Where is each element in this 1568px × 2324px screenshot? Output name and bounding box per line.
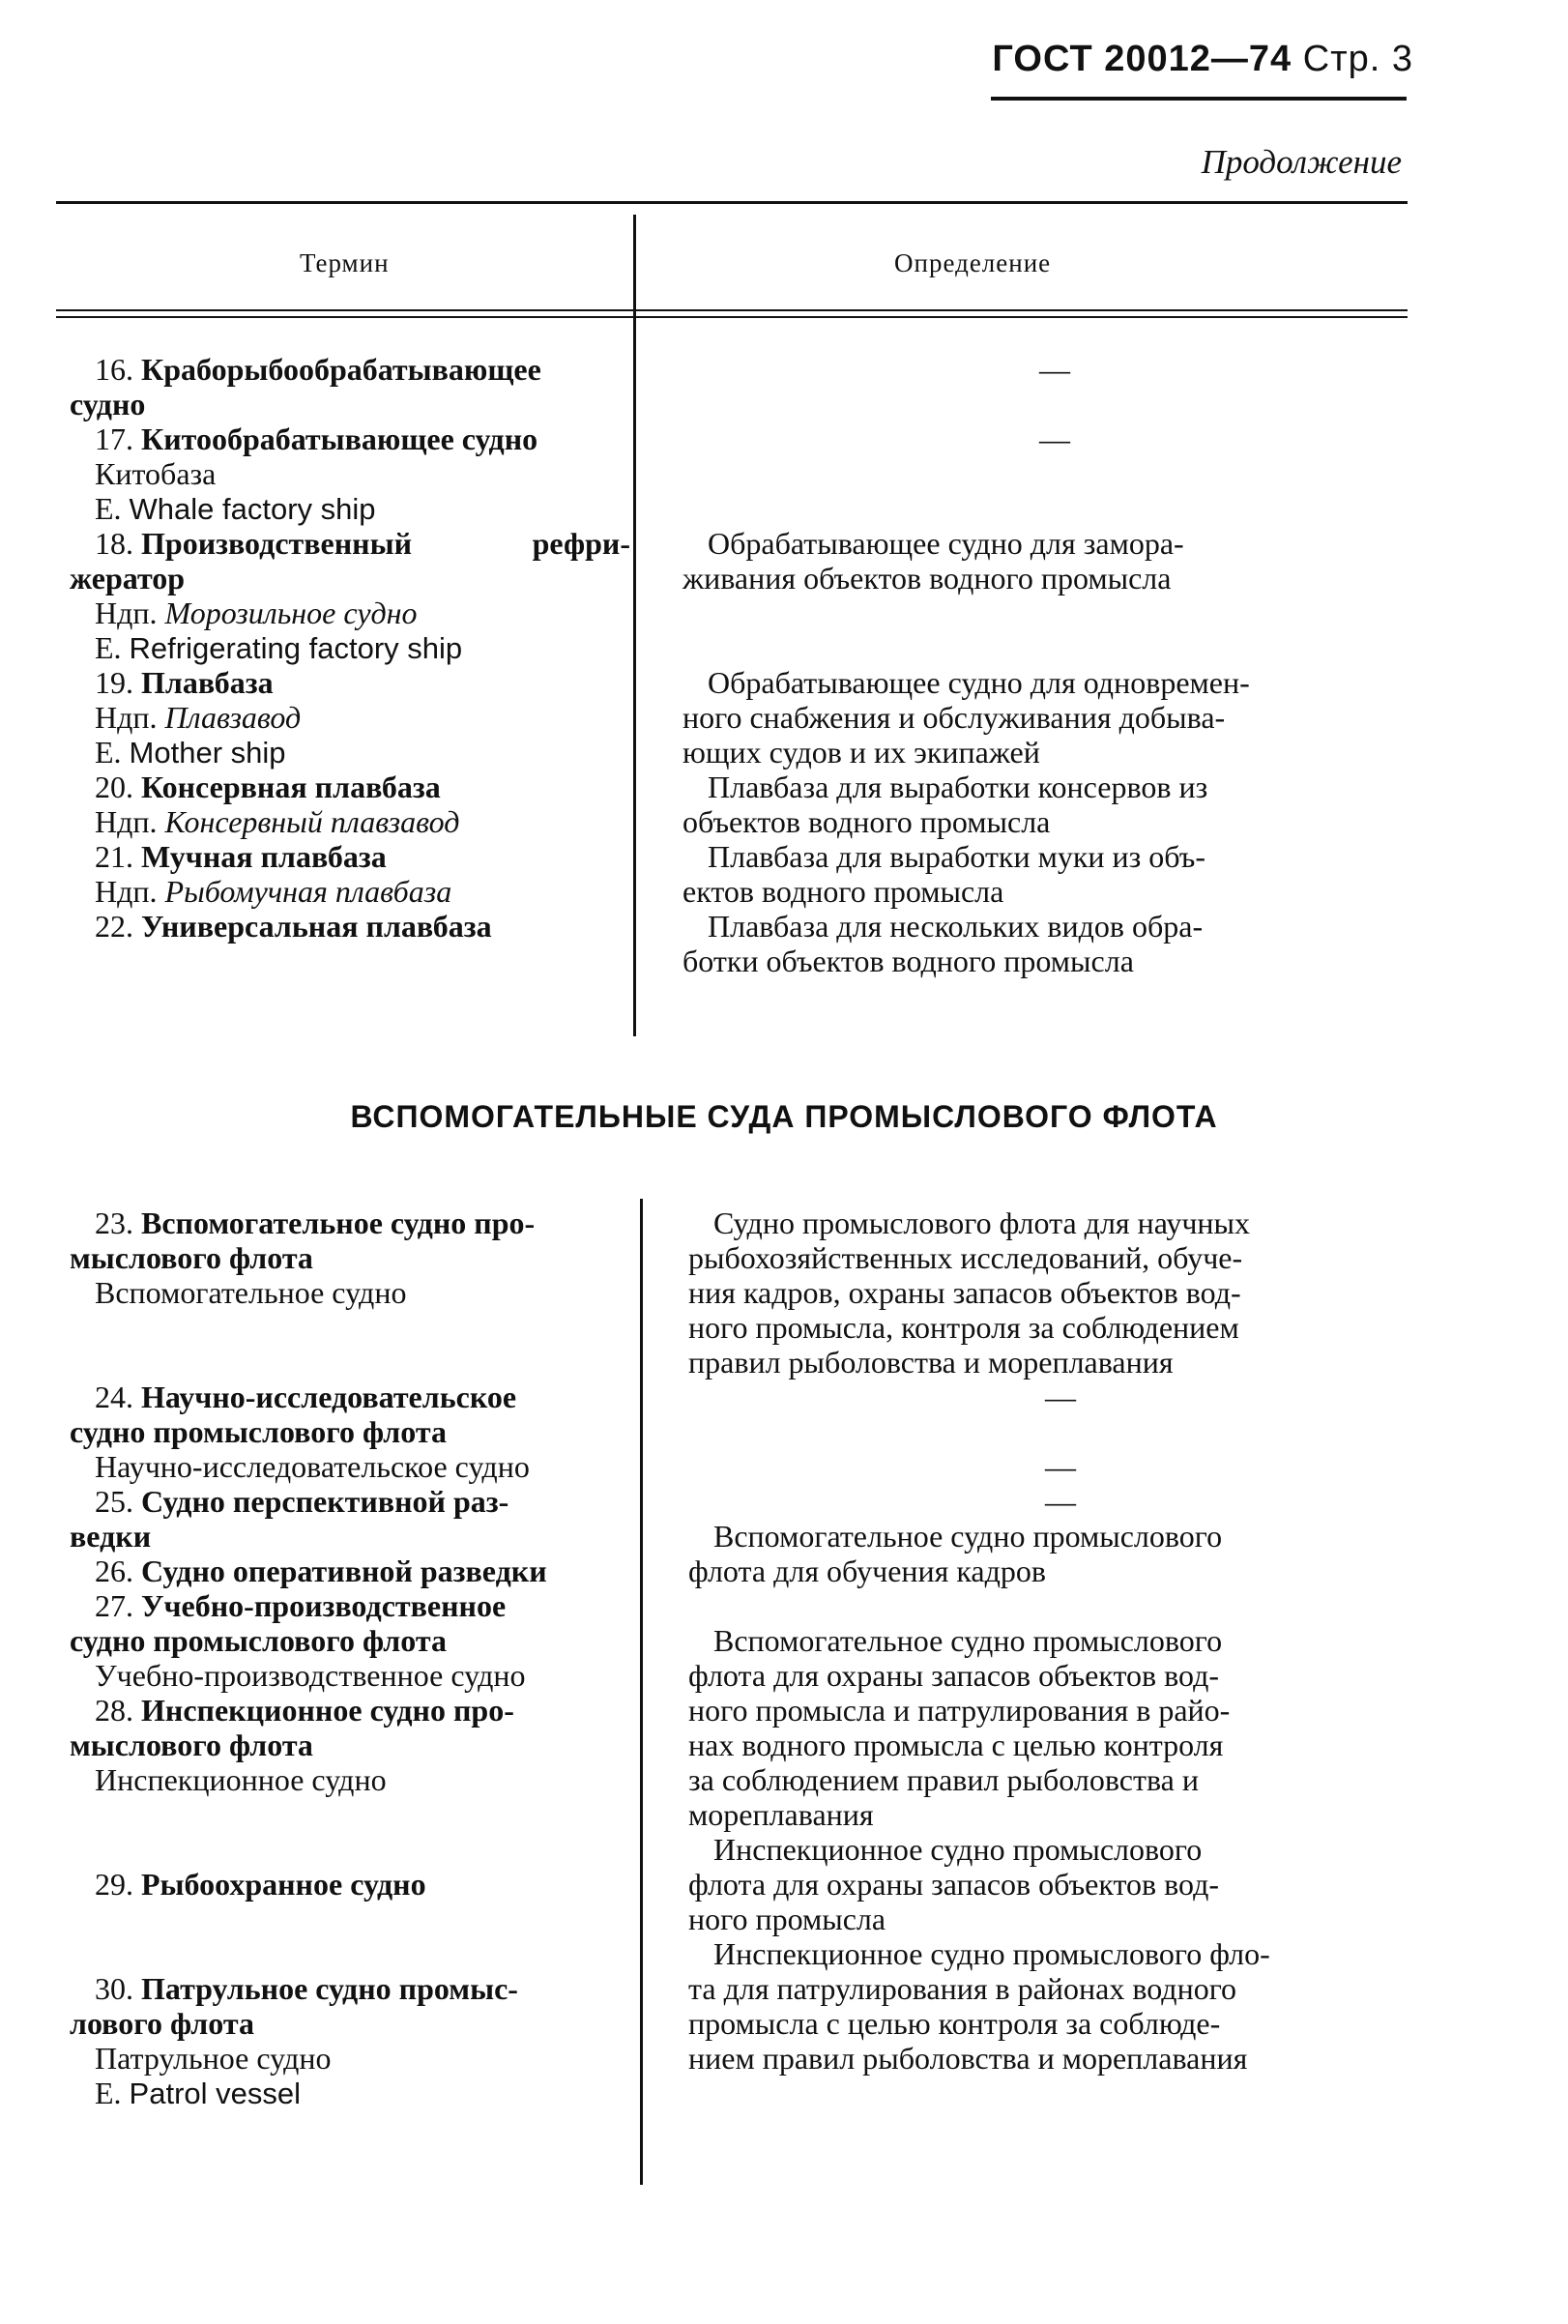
definition-20: Плавбаза для выработки консервов из объектов водного промысла [682, 770, 1208, 839]
term-entry-23: 23. Вспомогательное судно про- мыслового флота Вспомогательное судно [70, 1206, 536, 1310]
definition-24: — [1045, 1380, 1076, 1414]
definitions-column-2 [688, 1206, 1433, 2076]
page-number: Стр. 3 [1302, 39, 1413, 79]
definition-27: Вспомогательное судно промыслового флота для обучения кадров [688, 1519, 1223, 1588]
definition-29: Инспекционное судно промыслового флота для охраны запасов объектов вод- ного промысла [688, 1832, 1220, 1936]
term-entry-26: 26. Судно оперативной разведки [95, 1554, 547, 1588]
term-entry-22: 22. Универсальная плавбаза [95, 909, 492, 944]
terms-column-2 [70, 1206, 630, 2110]
term-entry-18: 18. Производственный рефри- жератор Ндп. Морозильное судно Е. Refrigerating factory ship [70, 526, 630, 665]
definition-25: — [1045, 1449, 1076, 1484]
definitions-column-1 [682, 352, 1427, 978]
definition-28: Вспомогательное судно промыслового флота для охраны запасов объектов вод- ного промысла и патрулирования в райо- нах водного промысла с целью контроля за соблюдением правил рыболовства и мореплавания [688, 1623, 1231, 1832]
definition-16: — [1039, 352, 1070, 387]
table-top-rule [56, 201, 1408, 204]
page-header [992, 39, 1413, 80]
table-head-rule-2 [56, 316, 1408, 318]
term-entry-21: 21. Мучная плавбаза Ндп. Рыбомучная плавбаза [95, 839, 452, 909]
term-entry-29: 29. Рыбоохранное судно [95, 1867, 426, 1902]
terms-column-1 [70, 352, 630, 944]
definition-19: Обрабатывающее судно для одновремен- ного снабжения и обслуживания добыва- ющих судов и их экипажей [682, 665, 1250, 770]
column-header-term: Термин [300, 248, 390, 277]
definition-22: Плавбаза для нескольких видов обра- ботки объектов водного промысла [682, 909, 1204, 978]
term-entry-28: 28. Инспекционное судно про- мыслового флота Инспекционное судно [70, 1693, 514, 1797]
term-entry-27: 27. Учебно-производственное судно промыслового флота Учебно-производственное судно [70, 1588, 526, 1693]
header-rule [991, 97, 1407, 101]
section-title: ВСПОМОГАТЕЛЬНЫЕ СУДА ПРОМЫСЛОВОГО ФЛОТА [350, 1099, 1218, 1134]
term-entry-25: 25. Судно перспективной раз- ведки [70, 1484, 509, 1554]
definition-23: Судно промыслового флота для научных рыбохозяйственных исследований, обуче- ния кадров, охраны запасов объектов вод- ного промысла, контроля за соблюдением правил рыболовства и мореплавания [688, 1206, 1251, 1380]
column-divider-2 [640, 1199, 643, 2185]
table-head-rule-1 [56, 309, 1408, 311]
definition-26: — [1045, 1484, 1076, 1519]
term-entry-16: 16. Краборыбообрабатывающее судно [70, 352, 541, 421]
definition-18: Обрабатывающее судно для замора- живания объектов водного промысла [682, 526, 1184, 596]
column-divider-1 [633, 215, 636, 1036]
term-entry-19: 19. Плавбаза Ндп. Плавзавод Е. Mother ship [95, 665, 302, 770]
doc-code: ГОСТ 20012—74 [992, 39, 1292, 79]
term-entry-20: 20. Консервная плавбаза Ндп. Консервный плавзавод [95, 770, 460, 839]
column-header-definition: Определение [894, 248, 1052, 277]
term-entry-30: 30. Патрульное судно промыс- лового флота Патрульное судно Е. Patrol vessel [70, 1971, 518, 2110]
definition-21: Плавбаза для выработки муки из объ- ектов водного промысла [682, 839, 1205, 909]
term-entry-24: 24. Научно-исследовательское судно промыслового флота Научно-исследовательское судно [70, 1380, 530, 1484]
term-entry-17: 17. Китообрабатывающее судно Китобаза Е. Whale factory ship [95, 421, 538, 526]
definition-17: — [1039, 421, 1070, 456]
definition-30: Инспекционное судно промыслового фло- та для патрулирования в районах водного промысла с целью контроля за соблюде- нием правил рыболовства и мореплавания [688, 1936, 1270, 2076]
continuation-label: Продолжение [1201, 143, 1402, 181]
